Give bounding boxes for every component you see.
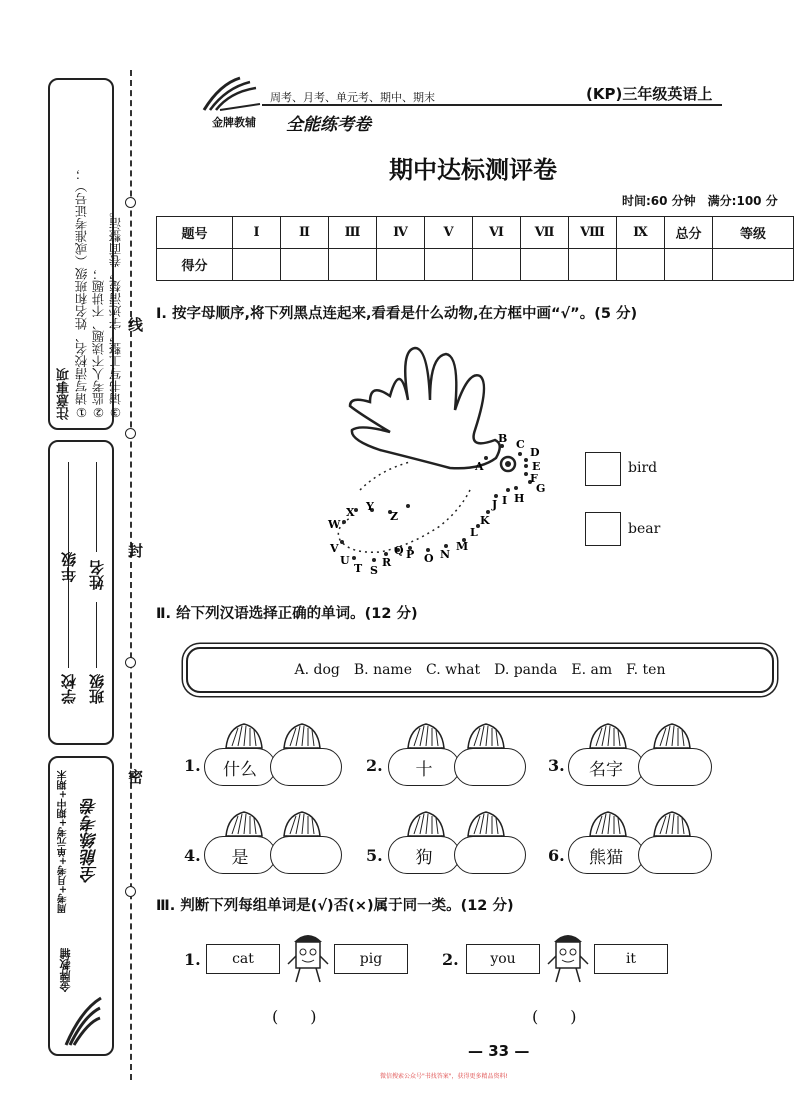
dot-letter: B (498, 432, 508, 445)
word-card: you (466, 944, 540, 974)
score-cell[interactable] (713, 249, 794, 281)
score-head-cell: Ⅱ (281, 217, 329, 249)
score-head-cell: Ⅸ (617, 217, 665, 249)
score-table (156, 216, 794, 281)
binding-hole (125, 197, 136, 208)
chinese-word-cloud: 熊猫 (568, 836, 644, 874)
score-row-label: 得分 (157, 249, 233, 281)
score-cell[interactable] (569, 249, 617, 281)
word-bank (186, 647, 774, 693)
chinese-word-cloud: 名字 (568, 748, 644, 786)
page-title: 期中达标测评卷 (389, 156, 557, 184)
score-head-cell: Ⅲ (329, 217, 377, 249)
sponge-character-icon (546, 930, 590, 986)
score-cell[interactable] (329, 249, 377, 281)
book-logo-icon (200, 74, 266, 116)
brand-name: 金牌教辅 (59, 948, 72, 992)
answer-cloud[interactable] (454, 748, 526, 786)
name-label: 姓名 (88, 560, 106, 590)
dotted-outline (338, 462, 470, 552)
score-cell[interactable] (617, 249, 665, 281)
q-number: 5. (366, 846, 383, 865)
dot-letter: S (370, 564, 378, 577)
score-head-cell: Ⅵ (473, 217, 521, 249)
score-head-cell: 等级 (713, 217, 794, 249)
dot-letter: K (480, 514, 490, 527)
binding-hole (125, 428, 136, 439)
score-head-cell: 题号 (157, 217, 233, 249)
dot-letter: I (502, 494, 508, 507)
answer-paren[interactable]: ( ) (532, 1007, 577, 1026)
answer-cloud[interactable] (270, 836, 342, 874)
bear-checkbox[interactable] (585, 512, 621, 546)
score-head-cell: Ⅷ (569, 217, 617, 249)
class-label: 班级 (88, 674, 106, 704)
section2-title: Ⅱ. 给下列汉语选择正确的单词。(12 分) (156, 606, 418, 622)
brand-logo-icon (56, 990, 106, 1050)
dot-letter: T (354, 562, 363, 575)
score-cell[interactable] (473, 249, 521, 281)
dot-letter: A (475, 460, 484, 473)
student-info-box (48, 440, 114, 745)
dot-letter: R (382, 556, 392, 569)
notice-item-3: ③请书写工整，字迹清楚，卷面整洁。 (108, 205, 123, 420)
q-number: 2. (442, 950, 459, 969)
score-cell[interactable] (233, 249, 281, 281)
word-option: F. ten (626, 662, 666, 678)
eye-pupil (505, 461, 511, 467)
q-number: 3. (548, 756, 565, 775)
dot-letter: F (530, 472, 538, 485)
answer-cloud[interactable] (638, 836, 712, 874)
binding-hole (125, 657, 136, 668)
word-option: A. dog (294, 662, 340, 678)
wing-outline (350, 348, 500, 468)
school-label: 学校 (60, 674, 78, 704)
time-info: 时间:60 分钟 满分:100 分 (622, 194, 778, 208)
q-number: 2. (366, 756, 383, 775)
dot-letter: M (456, 540, 469, 553)
brand-series: 周考+月考+单元考+期中+期末 (58, 770, 69, 914)
notice-title: 注意事项 (57, 368, 72, 420)
score-header-row (157, 217, 794, 249)
chinese-word-cloud: 什么 (204, 748, 276, 786)
score-value-row (157, 249, 794, 281)
word-card: pig (334, 944, 408, 974)
score-head-cell: 总分 (665, 217, 713, 249)
chinese-word-cloud: 十 (388, 748, 460, 786)
dot-letter: G (536, 482, 546, 495)
dot-letter: U (340, 554, 350, 567)
score-cell[interactable] (425, 249, 473, 281)
word-card: it (594, 944, 668, 974)
score-head-cell: Ⅶ (521, 217, 569, 249)
score-head-cell: Ⅰ (233, 217, 281, 249)
dot-letter: E (532, 460, 541, 473)
score-head-cell: Ⅳ (377, 217, 425, 249)
bear-option-label: bear (628, 521, 661, 537)
answer-cloud[interactable] (638, 748, 712, 786)
dot-letter: L (470, 526, 478, 539)
cut-dashed-line (130, 70, 132, 1080)
logo-text: 金牌教辅 (212, 116, 256, 129)
bird-checkbox[interactable] (585, 452, 621, 486)
cut-label-line: 线 (128, 316, 144, 334)
word-option: D. panda (494, 662, 558, 678)
dot-letter: D (530, 446, 540, 459)
grade-label: 年级 (60, 552, 78, 582)
word-option: B. name (353, 662, 412, 678)
dot-letter: V (330, 542, 339, 555)
class-line (96, 602, 97, 668)
word-card: cat (206, 944, 280, 974)
header-series: 周考、月考、单元考、期中、期末 (270, 91, 435, 104)
notice-box (48, 78, 123, 430)
answer-cloud[interactable] (270, 748, 342, 786)
dot-letter: J (492, 498, 498, 511)
word-option: C. what (426, 662, 481, 678)
dot-letter: P (406, 548, 415, 561)
dot-letter: Y (366, 500, 374, 513)
binding-hole (125, 886, 136, 897)
answer-cloud[interactable] (454, 836, 526, 874)
score-cell[interactable] (281, 249, 329, 281)
footer-note: 微信搜索公众号"书找答案"，获得更多精品资料! (380, 1073, 508, 1080)
page-number: — 33 — (468, 1042, 530, 1060)
dot-letter: Q (394, 544, 404, 557)
brand-box (48, 756, 114, 1056)
q-number: 6. (548, 846, 565, 865)
chinese-word-cloud: 狗 (388, 836, 460, 874)
score-head-cell: Ⅴ (425, 217, 473, 249)
dot-letter: W (328, 518, 341, 531)
chinese-word-cloud: 是 (204, 836, 276, 874)
section3-title: Ⅲ. 判断下列每组单词是(√)否(×)属于同一类。(12 分) (156, 898, 514, 914)
header-series-title: 全能练考卷 (286, 115, 371, 135)
dot-letter: N (440, 548, 451, 561)
answer-paren[interactable]: ( ) (272, 1007, 317, 1026)
dot-letter: X (346, 506, 355, 519)
name-line (96, 462, 97, 552)
notice-item-1: ①请写清校名、姓名和班级（或准考证号）； (74, 167, 89, 420)
q-number: 1. (184, 950, 201, 969)
cut-label-seal: 封 (128, 542, 144, 560)
sponge-character-icon (286, 930, 330, 986)
score-cell[interactable] (377, 249, 425, 281)
score-cell[interactable] (665, 249, 713, 281)
word-option: E. am (571, 662, 613, 678)
notice-item-2: ②监考人不读题、不讲题； (91, 267, 106, 420)
bird-dot-picture (320, 340, 560, 580)
dot-letter: C (516, 438, 525, 451)
header-subject: (KP)三年级英语上 (586, 85, 713, 103)
dot-letter: O (424, 552, 434, 565)
section1-title: Ⅰ. 按字母顺序,将下列黑点连起来,看看是什么动物,在方框中画“√”。(5 分) (156, 306, 638, 322)
dot-letter: Z (390, 510, 399, 523)
q-number: 4. (184, 846, 201, 865)
dot-letter: H (514, 492, 525, 505)
score-cell[interactable] (521, 249, 569, 281)
brand-title: 全能练考卷 (81, 798, 101, 883)
bird-option-label: bird (628, 460, 658, 476)
header-rule (262, 104, 722, 106)
cut-label-mi: 密 (128, 768, 144, 786)
q-number: 1. (184, 756, 201, 775)
